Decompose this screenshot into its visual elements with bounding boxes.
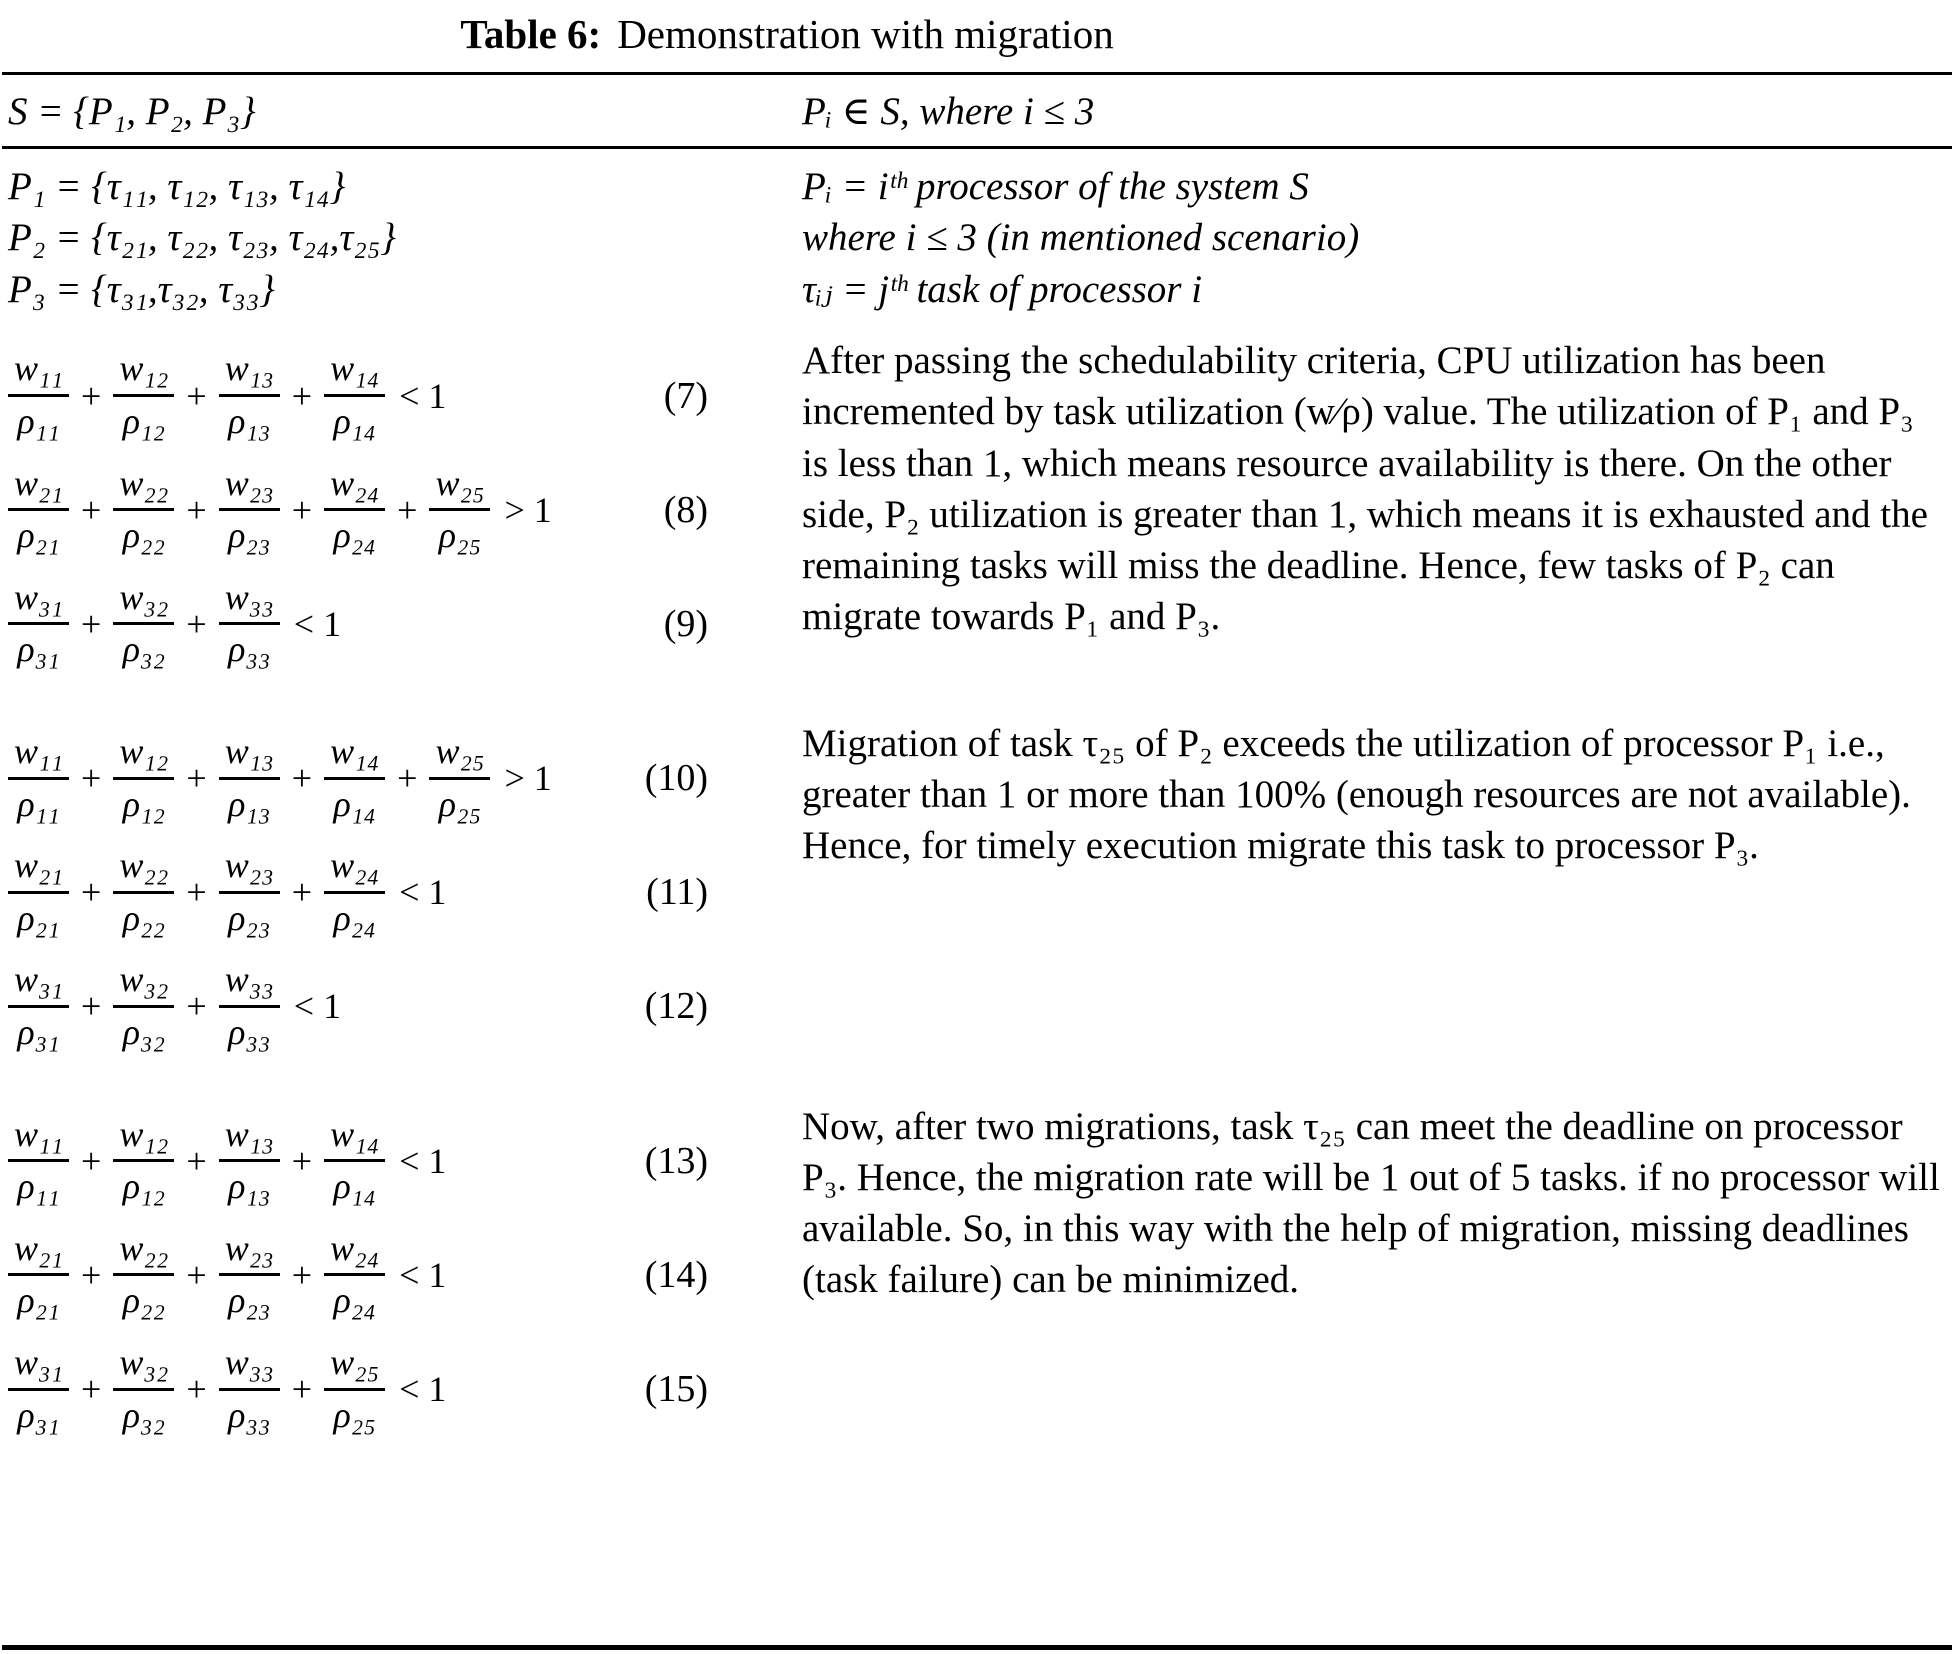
fraction-numerator: w₃₂	[113, 960, 174, 1008]
fraction	[219, 960, 280, 1052]
fraction	[429, 732, 490, 824]
set-definition: S = {P₁, P₂, P₃}	[8, 90, 256, 133]
fraction	[113, 349, 174, 441]
fraction-numerator: w₂₃	[219, 464, 280, 512]
plus-operator: +	[81, 375, 102, 416]
fraction-denominator: ρ₂₁	[17, 897, 60, 938]
equation-math	[8, 960, 341, 1052]
fraction-denominator: ρ₂₂	[122, 897, 166, 938]
fraction-denominator: ρ₃₂	[122, 629, 166, 670]
plus-operator: +	[186, 375, 207, 416]
fraction-numerator: w₂₄	[324, 464, 385, 512]
fraction	[113, 732, 174, 824]
definitions-row	[2, 149, 1952, 321]
fraction-numerator: w₂₃	[219, 846, 280, 894]
fraction-denominator: ρ₃₁	[17, 629, 60, 670]
equation-row	[8, 1229, 708, 1321]
fraction	[8, 578, 69, 670]
fraction	[219, 1115, 280, 1207]
fraction	[324, 464, 385, 556]
equation-block-3	[2, 1101, 1952, 1458]
plus-operator: +	[81, 603, 102, 644]
fraction	[324, 732, 385, 824]
fraction	[113, 846, 174, 938]
plus-operator: +	[291, 1140, 313, 1181]
fraction	[324, 846, 385, 938]
fraction-denominator: ρ₂₂	[122, 1280, 166, 1321]
bottom-rule	[2, 1645, 1952, 1650]
fraction-denominator: ρ₂₃	[228, 897, 271, 938]
fraction-numerator: w₃₁	[8, 960, 69, 1008]
task-notation: τᵢⱼ = jᵗʰ task of processor i	[802, 267, 1203, 311]
equation-math	[8, 1115, 446, 1207]
equation-number: (14)	[644, 1253, 708, 1296]
fraction	[8, 732, 69, 824]
fraction-numerator: w₃₃	[219, 960, 280, 1008]
equation-number: (10)	[644, 757, 708, 800]
fraction-denominator: ρ₂₄	[333, 897, 376, 938]
relation: < 1	[293, 603, 342, 644]
fraction-denominator: ρ₁₄	[333, 401, 376, 441]
fraction-numerator: w₂₅	[429, 732, 490, 780]
p2-task-set: P₂ = {τ₂₁, τ₂₂, τ₂₃, τ₂₄,τ₂₅}	[8, 216, 397, 260]
plus-operator: +	[186, 872, 207, 913]
equation-math	[8, 1229, 446, 1321]
equation-block-1	[2, 335, 1952, 692]
fraction-numerator: w₂₅	[429, 464, 490, 512]
fraction	[113, 578, 174, 670]
fraction	[8, 1229, 69, 1321]
fraction	[219, 1229, 280, 1321]
fraction-numerator: w₁₃	[219, 1115, 280, 1163]
fraction	[8, 349, 69, 441]
plus-operator: +	[186, 603, 207, 644]
equations-7-9	[2, 335, 802, 692]
equation-number: (12)	[644, 985, 708, 1028]
plus-operator: +	[291, 489, 313, 530]
fraction	[219, 732, 280, 824]
fraction-numerator: w₁₃	[219, 349, 280, 397]
equation-number: (8)	[663, 488, 708, 531]
fraction-denominator: ρ₁₂	[122, 783, 166, 824]
relation: < 1	[399, 1140, 447, 1181]
equation-math	[8, 464, 552, 556]
fraction-denominator: ρ₁₂	[122, 401, 166, 441]
relation: < 1	[399, 872, 447, 913]
plus-operator: +	[81, 758, 102, 799]
relation: < 1	[399, 375, 447, 416]
fraction-denominator: ρ₂₁	[17, 515, 60, 556]
fraction-numerator: w₁₁	[8, 349, 69, 397]
equation-row	[8, 732, 708, 824]
fraction-denominator: ρ₃₂	[122, 1011, 166, 1052]
notation-definitions	[802, 161, 1952, 315]
fraction-denominator: ρ₁₄	[333, 1166, 376, 1207]
fraction-denominator: ρ₃₂	[122, 1394, 166, 1435]
fraction-denominator: ρ₁₃	[228, 1166, 271, 1207]
fraction	[219, 578, 280, 670]
p3-task-set: P₃ = {τ₃₁,τ₃₂, τ₃₃}	[8, 267, 275, 311]
fraction-denominator: ρ₂₅	[333, 1394, 376, 1435]
fraction	[219, 1343, 280, 1435]
fraction	[429, 464, 490, 556]
fraction-denominator: ρ₁₃	[228, 401, 271, 441]
fraction-numerator: w₂₃	[219, 1229, 280, 1277]
table-caption-text: Demonstration with migration	[617, 11, 1114, 57]
fraction-denominator: ρ₃₃	[228, 1394, 271, 1435]
fraction-denominator: ρ₁₄	[333, 783, 376, 824]
fraction-numerator: w₂₁	[8, 1229, 69, 1277]
fraction-denominator: ρ₁₂	[122, 1166, 166, 1207]
fraction-numerator: w₁₃	[219, 732, 280, 780]
fraction-numerator: w₁₄	[324, 349, 385, 397]
fraction	[113, 464, 174, 556]
fraction-denominator: ρ₁₃	[228, 783, 271, 824]
plus-operator: +	[291, 1254, 313, 1295]
fraction-denominator: ρ₂₄	[333, 515, 376, 556]
fraction-numerator: w₂₂	[113, 846, 174, 894]
equation-math	[8, 1343, 446, 1435]
note-schedulability: After passing the schedulability criteria, CPU utilization has been incremented by task utilization (w∕ρ) value. The utilization of P₁ and P₃ is less than 1, which means resource availability is there. On the other side, P₂ utilization is greater than 1, which means it is exhausted and the remaining tasks will miss the deadline. Hence, few tasks of P₂ can migrate towards P₁ and P₃.	[802, 339, 1928, 638]
fraction-numerator: w₁₂	[113, 732, 174, 780]
fraction-numerator: w₃₃	[219, 578, 280, 626]
fraction-numerator: w₁₂	[113, 349, 174, 397]
fraction	[324, 349, 385, 441]
equation-math	[8, 732, 552, 824]
equations-13-15	[2, 1101, 802, 1458]
equations-10-12	[2, 718, 802, 1075]
plus-operator: +	[186, 986, 207, 1027]
fraction-denominator: ρ₂₃	[228, 515, 271, 556]
fraction-denominator: ρ₂₃	[228, 1280, 271, 1321]
fraction-denominator: ρ₂₁	[17, 1280, 60, 1321]
plus-operator: +	[397, 489, 418, 530]
equation-number: (7)	[663, 374, 708, 417]
header-row	[2, 75, 1952, 146]
plus-operator: +	[81, 872, 102, 913]
relation: > 1	[504, 758, 552, 799]
membership-definition: Pᵢ ∈ S, where i ≤ 3	[802, 90, 1095, 133]
relation: < 1	[293, 986, 342, 1027]
equation-row	[8, 1343, 708, 1435]
fraction	[324, 1115, 385, 1207]
fraction	[8, 1115, 69, 1207]
fraction-denominator: ρ₃₁	[17, 1011, 60, 1052]
fraction-numerator: w₂₁	[8, 464, 69, 512]
plus-operator: +	[291, 872, 313, 913]
relation: > 1	[504, 489, 552, 530]
p1-task-set: P₁ = {τ₁₁, τ₁₂, τ₁₃, τ₁₄}	[8, 165, 346, 208]
plus-operator: +	[291, 1369, 313, 1409]
fraction-denominator: ρ₃₃	[228, 1011, 271, 1052]
fraction	[113, 1229, 174, 1321]
fraction-numerator: w₁₁	[8, 732, 69, 780]
table-caption	[2, 0, 1952, 72]
plus-operator: +	[81, 1369, 102, 1409]
equation-math	[8, 578, 341, 670]
fraction-denominator: ρ₂₄	[333, 1280, 376, 1321]
equation-block-2	[2, 718, 1952, 1075]
fraction	[8, 464, 69, 556]
equation-row	[8, 578, 708, 670]
processor-notation: Pᵢ = iᵗʰ processor of the system S	[802, 165, 1309, 208]
fraction-numerator: w₃₂	[113, 578, 174, 626]
table-caption-label: Table 6:	[460, 11, 602, 57]
fraction-numerator: w₃₁	[8, 1343, 69, 1391]
plus-operator: +	[81, 1140, 102, 1181]
fraction-denominator: ρ₂₂	[122, 515, 166, 556]
fraction-numerator: w₃₃	[219, 1343, 280, 1391]
plus-operator: +	[81, 1254, 102, 1295]
equation-row	[8, 464, 708, 556]
equation-row	[8, 349, 708, 441]
fraction-denominator: ρ₂₅	[438, 515, 482, 556]
fraction-numerator: w₃₂	[113, 1343, 174, 1391]
fraction	[324, 1343, 385, 1435]
plus-operator: +	[186, 489, 207, 530]
fraction-denominator: ρ₃₁	[17, 1394, 60, 1435]
fraction-numerator: w₂₅	[324, 1343, 385, 1391]
fraction-numerator: w₂₄	[324, 846, 385, 894]
fraction-numerator: w₁₄	[324, 1115, 385, 1163]
equation-row	[8, 1115, 708, 1207]
equation-math	[8, 846, 446, 938]
fraction-numerator: w₃₁	[8, 578, 69, 626]
fraction	[324, 1229, 385, 1321]
equation-number: (11)	[646, 871, 708, 914]
fraction-denominator: ρ₁₁	[17, 783, 60, 824]
fraction-numerator: w₁₁	[8, 1115, 69, 1163]
equation-row	[8, 846, 708, 938]
fraction	[8, 1343, 69, 1435]
fraction-numerator: w₁₂	[113, 1115, 174, 1163]
fraction-numerator: w₂₄	[324, 1229, 385, 1277]
fraction	[8, 846, 69, 938]
processor-task-sets	[2, 161, 802, 315]
plus-operator: +	[186, 1369, 207, 1409]
fraction	[219, 464, 280, 556]
note-migration-result: Now, after two migrations, task τ₂₅ can meet the deadline on processor P₃. Hence, the migration rate will be 1 out of 5 tasks. if no processor will available. So, in this way with the help of migration, missing deadlines (task failure) can be minimized.	[802, 1104, 1940, 1301]
fraction	[113, 1115, 174, 1207]
fraction	[8, 960, 69, 1052]
plus-operator: +	[81, 489, 102, 530]
fraction-numerator: w₂₂	[113, 1229, 174, 1277]
equation-number: (15)	[644, 1368, 708, 1410]
fraction	[113, 1343, 174, 1435]
plus-operator: +	[291, 758, 313, 799]
plus-operator: +	[81, 986, 102, 1027]
plus-operator: +	[397, 758, 418, 799]
index-constraint: where i ≤ 3 (in mentioned scenario)	[802, 216, 1360, 260]
plus-operator: +	[186, 1140, 207, 1181]
plus-operator: +	[291, 375, 313, 416]
fraction	[113, 960, 174, 1052]
fraction	[219, 846, 280, 938]
equation-number: (9)	[663, 602, 708, 645]
plus-operator: +	[186, 758, 207, 799]
note-migration-exceeds: Migration of task τ₂₅ of P₂ exceeds the utilization of processor P₁ i.e., greater than 1 or more than 100% (enough resources are not available). Hence, for timely execution migrate this task to processor P₃.	[802, 721, 1911, 868]
fraction-denominator: ρ₃₃	[228, 629, 271, 670]
fraction-numerator: w₂₁	[8, 846, 69, 894]
fraction	[219, 349, 280, 441]
fraction-numerator: w₂₂	[113, 464, 174, 512]
fraction-denominator: ρ₁₁	[17, 401, 60, 441]
equation-math	[8, 349, 446, 441]
fraction-numerator: w₁₄	[324, 732, 385, 780]
fraction-denominator: ρ₁₁	[17, 1166, 60, 1207]
fraction-denominator: ρ₂₅	[438, 783, 482, 824]
equation-number: (13)	[644, 1139, 708, 1182]
plus-operator: +	[186, 1254, 207, 1295]
relation: < 1	[399, 1254, 447, 1295]
equation-row	[8, 960, 708, 1052]
relation: < 1	[399, 1369, 447, 1409]
